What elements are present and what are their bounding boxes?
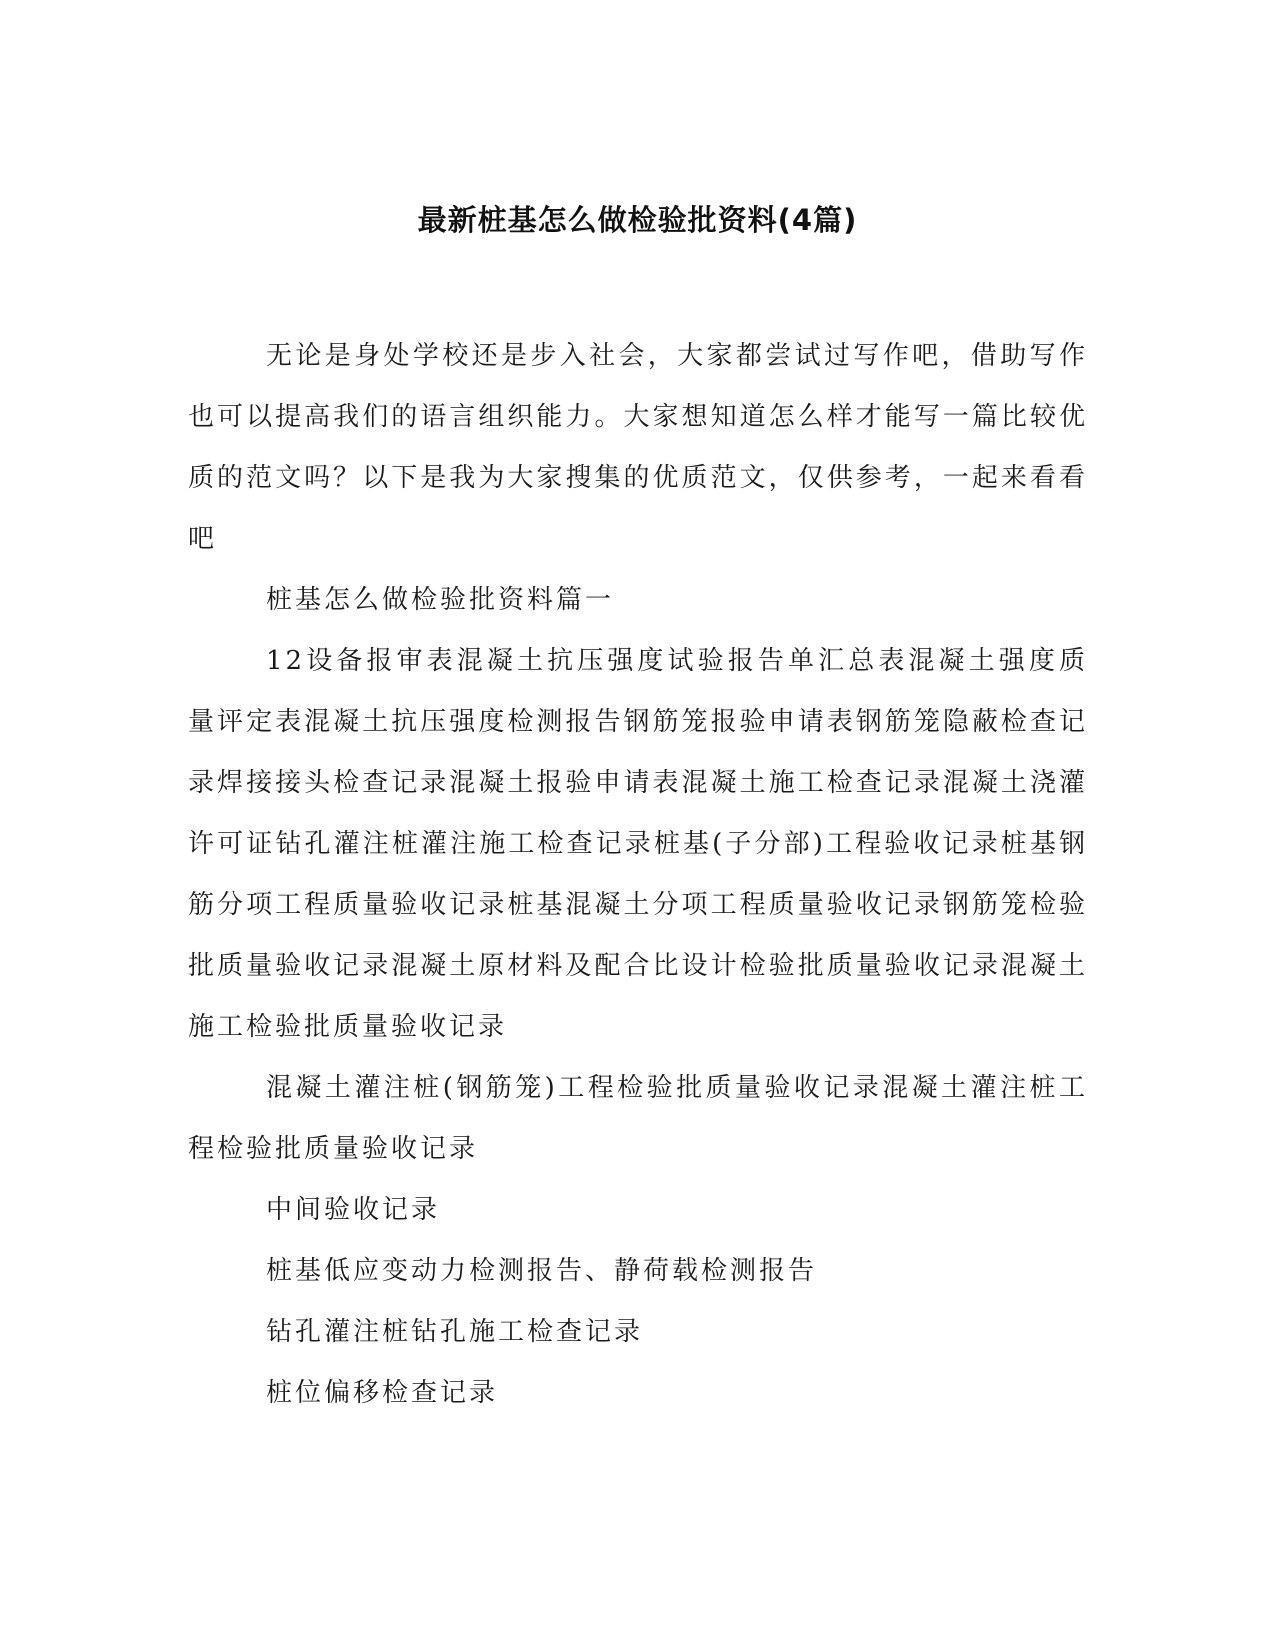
list-item: 中间验收记录 xyxy=(266,1195,441,1225)
list-item: 钻孔灌注桩钻孔施工检查记录 xyxy=(266,1317,644,1347)
list-item: 桩位偏移检查记录 xyxy=(266,1378,499,1408)
pile-inspection-paragraph: 混凝土灌注桩(钢筋笼)工程检验批质量验收记录混凝土灌注桩工程检验批质量验收记录 xyxy=(188,1073,1088,1164)
section-heading: 桩基怎么做检验批资料篇一 xyxy=(266,585,615,615)
intro-paragraph: 无论是身处学校还是步入社会，大家都尝试过写作吧，借助写作也可以提高我们的语言组织能力。大家想知道怎么样才能写一篇比较优质的范文吗？以下是我为大家搜集的优质范文，仅供参考，一起来看看吧 xyxy=(188,341,1088,554)
list-item: 桩基低应变动力检测报告、静荷载检测报告 xyxy=(266,1256,818,1286)
document-title: 最新桩基怎么做检验批资料(4篇) xyxy=(417,203,858,237)
records-list-paragraph: 12设备报审表混凝土抗压强度试验报告单汇总表混凝土强度质量评定表混凝土抗压强度检测报告钢筋笼报验申请表钢筋笼隐蔽检查记录焊接接头检查记录混凝土报验申请表混凝土施工检查记录混凝土浇灌许可证钻孔灌注桩灌注施工检查记录桩基(子分部)工程验收记录桩基钢筋分项工程质量验收记录桩基混凝土分项工程质量验收记录钢筋笼检验批质量验收记录混凝土原材料及配合比设计检验批质量验收记录混凝土施工检验批质量验收记录 xyxy=(188,646,1088,1042)
document-body xyxy=(188,326,1088,1424)
